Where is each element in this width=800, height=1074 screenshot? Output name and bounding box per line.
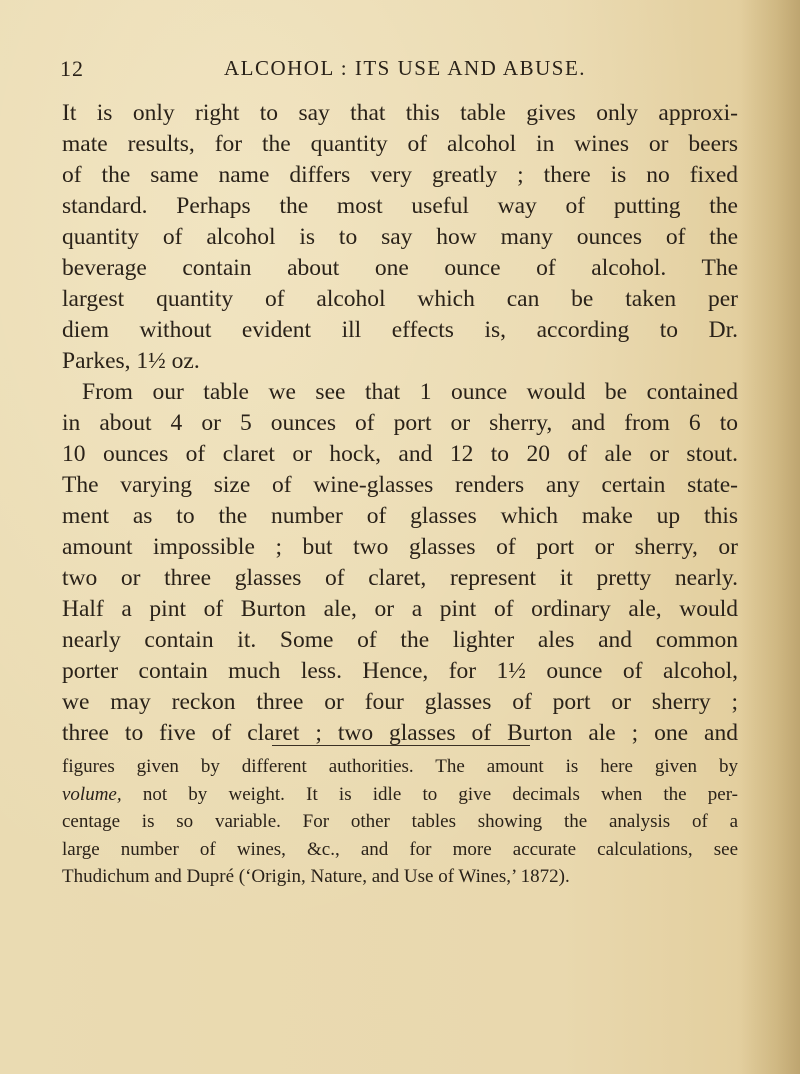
text-line: beverage contain about one ounce of alcohol. The: [62, 255, 738, 281]
footnote-line: Thudichum and Dupré (‘Origin, Nature, and Use of Wines,’ 1872).: [62, 866, 570, 887]
text-line: The varying size of wine-glasses renders any certain state-: [62, 472, 738, 498]
text-line: two or three glasses of claret, represent it pretty nearly.: [62, 565, 738, 591]
text-line: From our table we see that 1 ounce would be contained: [82, 379, 738, 405]
text-line: nearly contain it. Some of the lighter ales and common: [62, 627, 738, 653]
text-line: mate results, for the quantity of alcohol in wines or beers: [62, 131, 738, 157]
text-line: in about 4 or 5 ounces of port or sherry, and from 6 to: [62, 410, 738, 436]
text-line: It is only right to say that this table gives only approxi-: [62, 100, 738, 126]
footnote-line-rest: not by weight. It is idle to give decimals when the per-: [121, 783, 738, 805]
text-line: porter contain much less. Hence, for 1½ ounce of alcohol,: [62, 658, 738, 684]
text-line: standard. Perhaps the most useful way of putting the: [62, 193, 738, 219]
page-header: [60, 56, 750, 86]
text-line: Parkes, 1½ oz.: [62, 348, 200, 374]
footnote-line: [62, 781, 738, 809]
footnote-line: figures given by different authorities. The amount is here given by: [62, 756, 738, 777]
text-line: three to five of claret ; two glasses of Burton ale ; one and: [62, 720, 738, 746]
text-line: we may reckon three or four glasses of port or sherry ;: [62, 689, 738, 715]
body-text: [62, 98, 738, 749]
text-line: largest quantity of alcohol which can be taken per: [62, 286, 738, 312]
footnote-line: centage is so variable. For other tables showing the analysis of a: [62, 811, 738, 832]
footnote-rule: [272, 745, 530, 746]
footnote-italic-word: volume,: [62, 783, 122, 805]
text-line: 10 ounces of claret or hock, and 12 to 20 of ale or stout.: [62, 441, 738, 467]
page-edge-shadow: [740, 0, 800, 1074]
page-number: 12: [60, 56, 84, 81]
text-line: of the same name differs very greatly ; there is no fixed: [62, 162, 738, 188]
text-line: amount impossible ; but two glasses of port or sherry, or: [62, 534, 738, 560]
text-line: diem without evident ill effects is, according to Dr.: [62, 317, 738, 343]
text-line: Half a pint of Burton ale, or a pint of ordinary ale, would: [62, 596, 738, 622]
running-head: ALCOHOL : ITS USE AND ABUSE.: [223, 56, 587, 80]
text-line: ment as to the number of glasses which make up this: [62, 503, 738, 529]
footnote: [62, 753, 738, 891]
footnote-line: large number of wines, &c., and for more accurate calculations, see: [62, 838, 738, 860]
text-line: quantity of alcohol is to say how many ounces of the: [62, 224, 738, 250]
